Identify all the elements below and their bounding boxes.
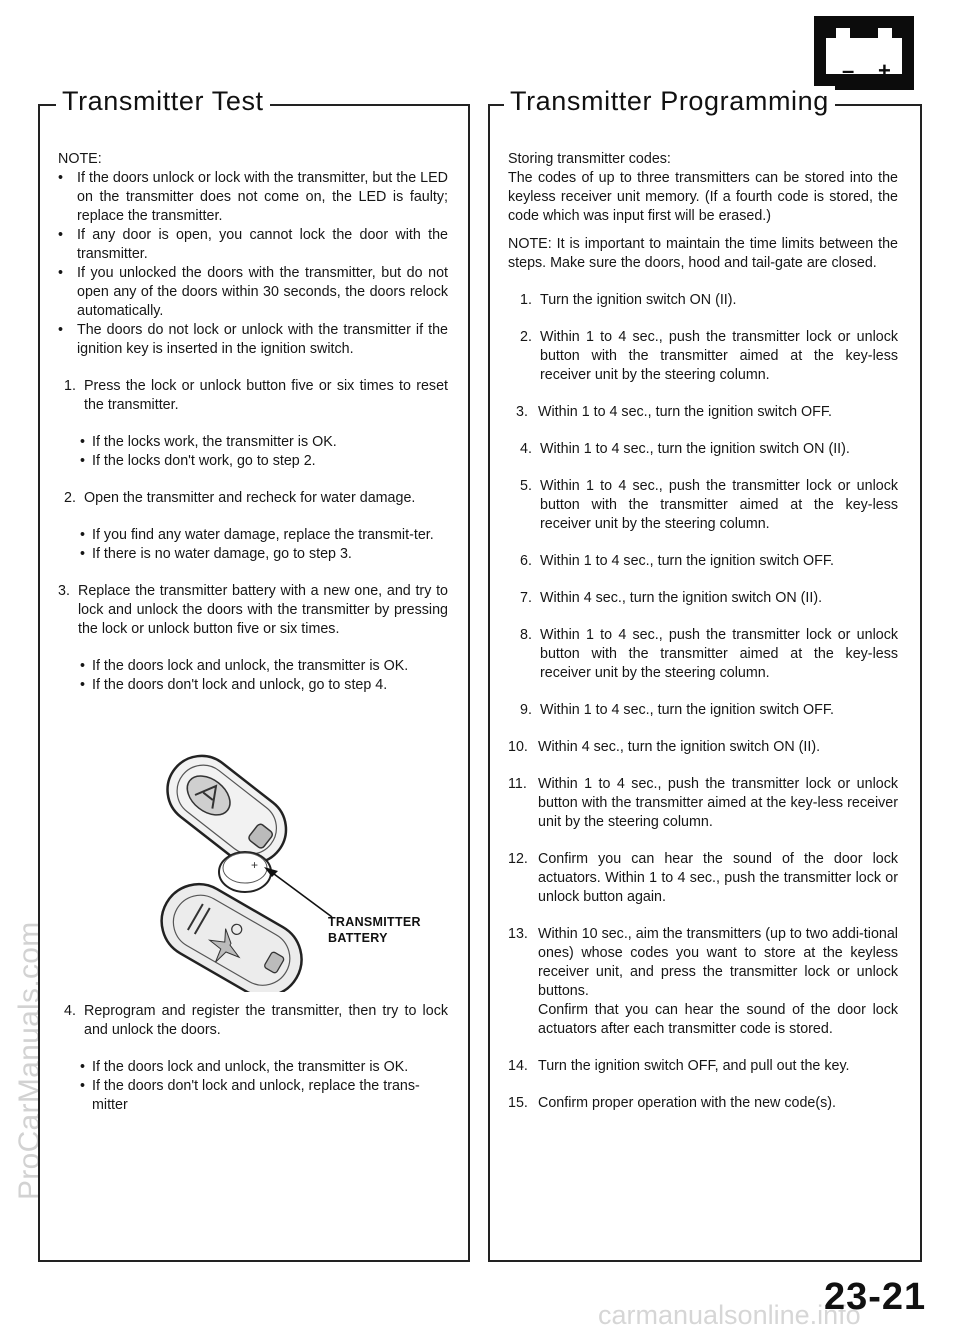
programming-step [508,925,898,1039]
step-text: Press the lock or unlock button five or six times to reset the transmitter. [84,378,448,413]
note-item: • If you unlocked the doors with the transmitter, but do not open any of the doors within 30 seconds, the doors relock automatically. [58,264,448,321]
step-text: Within 4 sec., turn the ignition switch ON (II). [540,590,823,606]
step-text: Within 1 to 4 sec., push the transmitter lock or unlock button with the transmitter aimed at the key-less receiver unit by the steering column. [540,329,898,383]
step-number: 14. [508,1058,528,1074]
note-item: • If the doors unlock or lock with the transmitter, but the LED on the transmitter does not come on, the LED is faulty; replace the transmitter. [58,169,448,226]
test-step [58,489,448,508]
note-label: NOTE: [58,151,102,167]
battery-plus-sign: + [878,58,891,83]
step-number: 11. [508,776,527,792]
programming-step [508,701,898,720]
step-number: 12. [508,851,528,867]
step-number: 15. [508,1095,528,1111]
step-result: • If the doors lock and unlock, the transmitter is OK. [80,657,448,676]
timing-note: NOTE: It is important to maintain the time limits between the steps. Make sure the doors, hood and tail-gate are closed. [508,236,898,271]
step-text: Turn the ignition switch ON (II). [540,292,737,308]
programming-step [508,1094,898,1113]
step-number: 1. [64,378,76,394]
battery-plus-marking: + [251,858,259,872]
transmitter-test-title: Transmitter Test [56,86,270,117]
page-number: 23-21 [824,1276,927,1318]
battery-minus-sign: – [842,58,855,83]
bottom-watermark: carmanualsonline.info [598,1300,861,1330]
programming-step [508,552,898,571]
battery-pointer-arrow-icon [262,865,334,921]
programming-step [508,291,898,310]
step-result: • If the doors don't lock and unlock, go to step 4. [80,676,448,695]
step-text: Within 1 to 4 sec., turn the ignition switch ON (II). [540,441,850,457]
programming-step [508,850,898,907]
step-number: 10. [508,739,528,755]
step-number: 3. [58,583,70,599]
step-text: Turn the ignition switch OFF, and pull out the key. [538,1058,850,1074]
step-number: 2. [64,490,76,506]
step-result: • If the locks don't work, go to step 2. [80,452,448,471]
programming-step [508,589,898,608]
step-text: Within 1 to 4 sec., push the transmitter lock or unlock button with the transmitter aimed at the key-less receiver unit by the steering column. [538,776,898,830]
programming-step [508,477,898,534]
step-text: Within 1 to 4 sec., push the transmitter lock or unlock button with the transmitter aimed at the key-less receiver unit by the steering column. [540,627,898,681]
test-step [58,377,448,415]
step-text: Within 4 sec., turn the ignition switch ON (II). [538,739,821,755]
test-step [58,1002,448,1040]
programming-step [508,775,898,832]
transmitter-test-step4 [58,1002,448,1115]
battery-terminal [836,28,850,38]
step-number: 5. [520,478,532,494]
programming-step [508,328,898,385]
step-result: • If the doors don't lock and unlock, replace the trans-mitter [80,1077,448,1115]
step-text: Within 1 to 4 sec., push the transmitter lock or unlock button with the transmitter aimed at the key-less receiver unit by the steering column. [540,478,898,532]
step-number: 13. [508,926,528,942]
figure-callout-label [328,914,421,946]
programming-step [508,738,898,757]
step-text: Within 10 sec., aim the transmitters (up to two addi-tional ones) whose codes you want to store at the keyless receiver unit, and press the transmitter lock or unlock buttons. [538,926,898,999]
step-text: Confirm that you can hear the sound of the door lock actuators after each transmitter code is stored. [538,1002,898,1037]
step-text: Confirm you can hear the sound of the door lock actuators. Within 1 to 4 sec., push the transmitter lock or unlock button again. [538,851,898,905]
programming-step [508,626,898,683]
battery-body [826,38,902,83]
step-number: 2. [520,329,532,345]
programming-step [508,1057,898,1076]
step-number: 1. [520,292,532,308]
step-result: • If you find any water damage, replace the transmit-ter. [80,526,448,545]
step-text: Open the transmitter and recheck for water damage. [84,490,416,506]
transmitter-programming-body [508,150,898,1113]
step-text: Within 1 to 4 sec., turn the ignition switch OFF. [538,404,833,420]
step-number: 4. [520,441,532,457]
step-result: • If the doors lock and unlock, the transmitter is OK. [80,1058,448,1077]
programming-step [508,403,898,422]
step-number: 4. [64,1003,76,1019]
callout-line: BATTERY [328,931,388,945]
transmitter-programming-title: Transmitter Programming [504,86,835,117]
battery-symbol-icon [814,16,914,90]
test-step [58,582,448,639]
note-item: • The doors do not lock or unlock with the transmitter if the ignition key is inserted in the ignition switch. [58,321,448,359]
step-text-block [538,925,898,1039]
step-result: • If the locks work, the transmitter is OK. [80,433,448,452]
transmitter-test-body [58,150,448,695]
note-item: • If any door is open, you cannot lock the door with the transmitter. [58,226,448,264]
step-number: 8. [520,627,532,643]
step-text: Replace the transmitter battery with a new one, and try to lock and unlock the doors with the transmitter by pressing the lock or unlock button five or six times. [78,583,448,637]
step-number: 7. [520,590,532,606]
programming-step [508,440,898,459]
step-text: Within 1 to 4 sec., turn the ignition switch OFF. [540,553,835,569]
step-number: 9. [520,702,532,718]
step-text: Reprogram and register the transmitter, then try to lock and unlock the doors. [84,1003,448,1038]
side-watermark: ProCarManuals.com [13,921,46,1200]
intro-heading: Storing transmitter codes: [508,151,671,167]
step-text: Confirm proper operation with the new code(s). [538,1095,836,1111]
battery-terminal [878,28,892,38]
step-result: • If there is no water damage, go to step 3. [80,545,448,564]
callout-line: TRANSMITTER [328,915,421,929]
step-number: 3. [516,404,528,420]
step-text: Within 1 to 4 sec., turn the ignition switch OFF. [540,702,835,718]
intro-text: The codes of up to three transmitters can be stored into the keyless receiver unit memory. (If a fourth code is stored, the code which was input first will be erased.) [508,170,898,224]
step-number: 6. [520,553,532,569]
